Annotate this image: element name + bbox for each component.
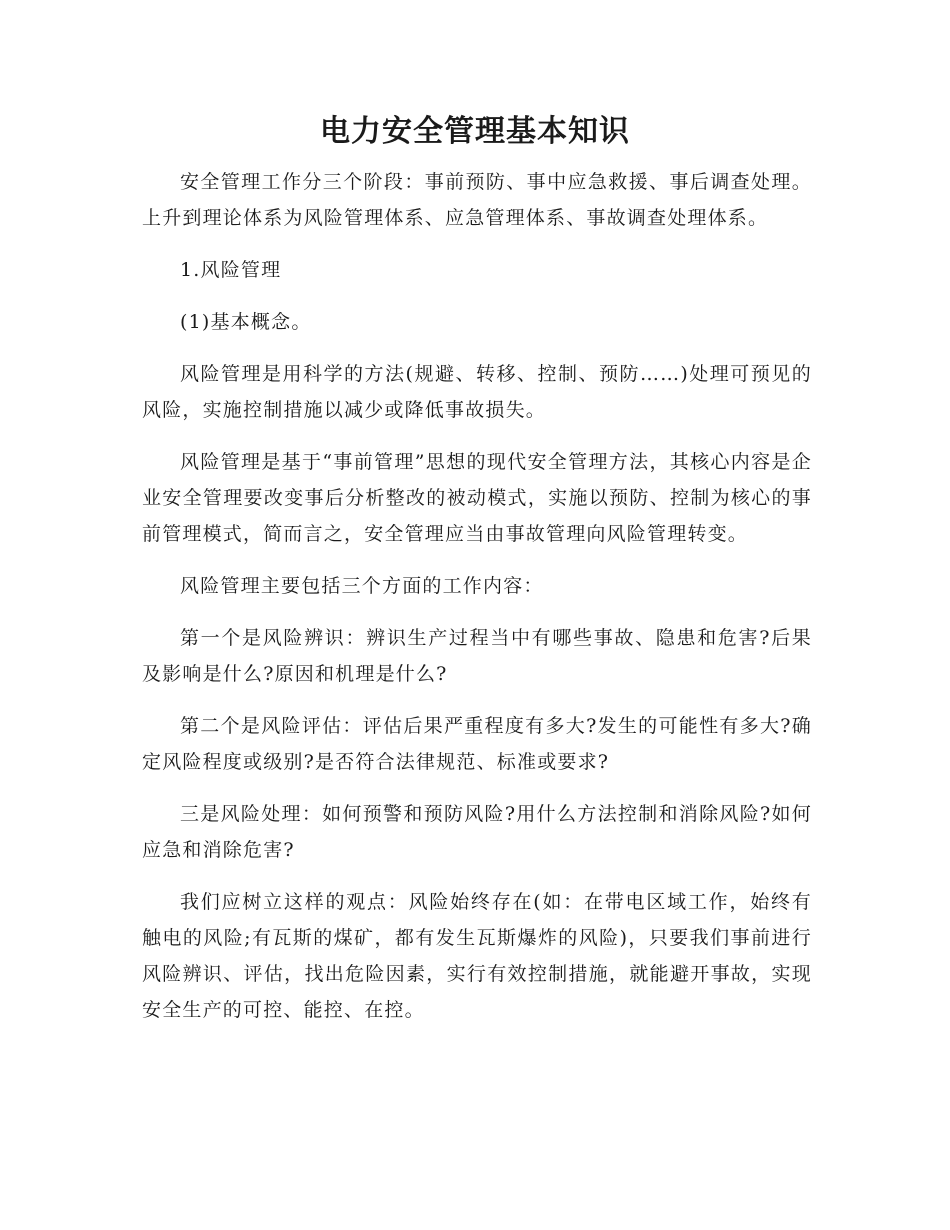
paragraph-risk-treatment: 三是风险处理：如何预警和预防风险?用什么方法控制和消除风险?如何应急和消除危害? [142,803,812,861]
subsection-heading-basic-concept: (1)基本概念。 [180,311,312,333]
document-title: 电力安全管理基本知识 [320,114,630,149]
paragraph-risk-identification: 第一个是风险辨识：辨识生产过程当中有哪些事故、隐患和危害?后果及影响是什么?原因和机理是什么? [142,627,812,685]
paragraph-risk-assessment: 第二个是风险评估：评估后果严重程度有多大?发生的可能性有多大?确定风险程度或级别?是否符合法律规范、标准或要求? [142,715,812,773]
section-heading-risk-management: 1.风险管理 [180,259,282,281]
document-body [142,164,812,1044]
paragraph-risk-aspects: 风险管理主要包括三个方面的工作内容： [180,575,544,597]
paragraph-risk-viewpoint: 我们应树立这样的观点：风险始终存在(如：在带电区域工作，始终有触电的风险;有瓦斯的煤矿，都有发生瓦斯爆炸的风险)，只要我们事前进行风险辨识、评估，找出危险因素，实行有效控制措施，就能避开事故，实现安全生产的可控、能控、在控。 [142,891,812,1021]
paragraph-risk-definition: 风险管理是用科学的方法(规避、转移、控制、预防……)处理可预见的风险，实施控制措施以减少或降低事故损失。 [142,363,812,421]
paragraph-intro: 安全管理工作分三个阶段：事前预防、事中应急救援、事后调查处理。上升到理论体系为风险管理体系、应急管理体系、事故调查处理体系。 [142,171,812,229]
paragraph-risk-philosophy: 风险管理是基于“事前管理”思想的现代安全管理方法，其核心内容是企业安全管理要改变事后分析整改的被动模式，实施以预防、控制为核心的事前管理模式，简而言之，安全管理应当由事故管理向风险管理转变。 [142,451,812,545]
